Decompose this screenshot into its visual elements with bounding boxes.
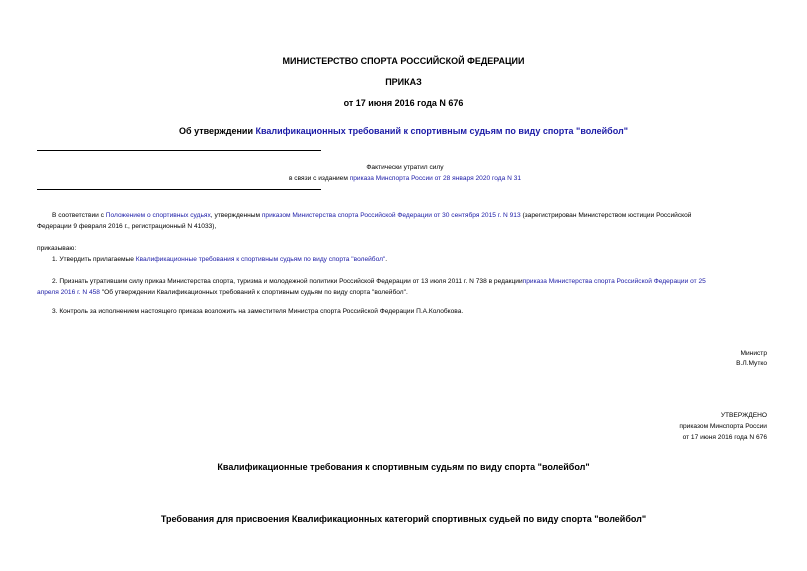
signature-name: В.Л.Мутко	[736, 360, 767, 367]
section-title-requirements: Квалификационные требования к спортивным судьям по виду спорта "волейбол"	[217, 462, 590, 472]
lost-force-line1: Фактически утратил силу	[366, 164, 444, 171]
item-3: 3. Контроль за исполнением настоящего приказа возложить на заместителя Министра спорта Российской Федерации П.А.Колобкова.	[52, 308, 464, 315]
approval-line1: УТВЕРЖДЕНО	[720, 412, 767, 419]
lost-force-line2	[160, 174, 650, 183]
decree-word: приказываю:	[37, 245, 77, 252]
title-link[interactable]: Квалификационных требований к спортивным судьям по виду спорта "волейбол"	[255, 126, 628, 136]
item-2-line2	[37, 288, 408, 297]
preamble-text: (зарегистрирован Министерством юстиции Российской	[520, 212, 692, 219]
order-heading: ПРИКАЗ	[385, 77, 422, 87]
preamble-line2: Федерации 9 февраля 2016 г., регистрационный N 41033),	[37, 223, 217, 230]
preamble-line1	[52, 211, 772, 220]
requirements-link[interactable]: Квалификационные требования к спортивным судьям по виду спорта "волейбол"	[135, 256, 386, 263]
section-title-categories: Требования для присвоения Квалификационных категорий спортивных судьей по виду спорта "волейбол"	[160, 514, 647, 524]
lost-force-prefix: в связи с изданием	[288, 175, 350, 182]
order-458-link-part2[interactable]: апреля 2016 г. N 458	[37, 289, 100, 296]
item-1-text: 1. Утвердить прилагаемые	[52, 256, 136, 263]
ministry-heading: МИНИСТЕРСТВО СПОРТА РОССИЙСКОЙ ФЕДЕРАЦИИ	[282, 56, 525, 66]
order-458-link-part1[interactable]: приказа Министерства спорта Российской Федерации от 25	[522, 278, 706, 285]
preamble-text: В соответствии с	[52, 212, 106, 219]
item-1	[52, 255, 387, 264]
lost-force-link[interactable]: приказа Минспорта России от 28 января 2020 года N 31	[349, 175, 522, 182]
item-1-end: .	[385, 256, 388, 263]
order-date: от 17 июня 2016 года N 676	[343, 98, 464, 108]
divider-top	[37, 150, 321, 151]
item-2-end: "Об утверждении Квалификационных требований к спортивным судьям по виду спорта "волейбол".	[99, 289, 408, 296]
approval-line3: от 17 июня 2016 года N 676	[682, 434, 767, 441]
approval-line2: приказом Минспорта России	[679, 423, 767, 430]
divider-bottom	[37, 189, 321, 190]
item-2-text: 2. Признать утратившим силу приказ Министерства спорта, туризма и молодежной политики Российской Федерации от 13 июля 2011 г. N 738 в редакции	[52, 278, 523, 285]
title-prefix: Об утверждении	[179, 126, 256, 136]
document-title	[0, 126, 807, 136]
item-2-line1	[52, 277, 772, 286]
regulation-link[interactable]: Положением о спортивных судьях	[105, 212, 211, 219]
order-913-link[interactable]: приказом Министерства спорта Российской Федерации от 30 сентября 2015 г. N 913	[261, 212, 521, 219]
preamble-text: , утвержденным	[210, 212, 262, 219]
signature-position: Министр	[740, 350, 767, 357]
